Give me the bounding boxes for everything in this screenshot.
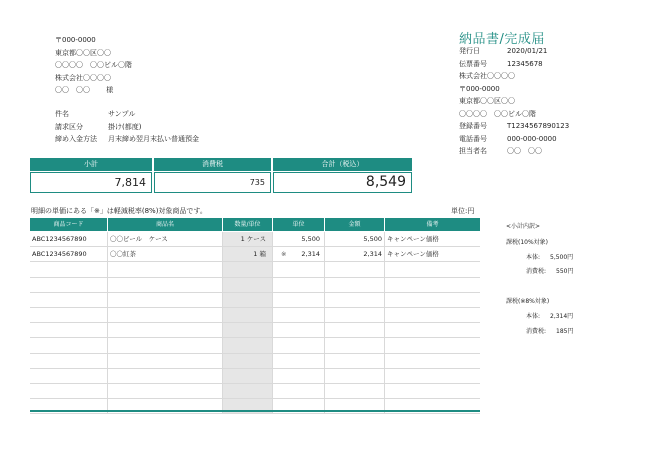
cell-product-code [30,278,108,292]
cell-quantity [223,384,273,398]
phone-number: 電話番号 000-000-0000 [459,134,557,143]
recipient-address1: 東京都〇〇区〇〇 [55,48,111,57]
cell-product-name [108,278,223,292]
cell-product-name [108,369,223,383]
cell-remarks [385,384,480,398]
cell-amount [325,308,385,322]
table-row [30,384,480,399]
recipient-postal: 〒000-0000 [55,36,96,44]
reduced-tax-value: 185円 [556,328,574,335]
cell-remarks [385,323,480,337]
unit-label: 単位:円 [451,207,475,215]
issuer-company: 株式会社〇〇〇〇 [459,72,515,80]
total-header: 合計（税込） [273,158,412,171]
issuer-address2: 〇〇〇〇 〇〇ビル〇階 [459,109,536,118]
table-row [30,247,480,262]
cell-quantity [223,293,273,307]
reduced-tax-mark [273,308,281,322]
cell-remarks [385,354,480,368]
cell-quantity [223,338,273,352]
table-row [30,278,480,293]
table-row [30,308,480,323]
cell-unit-price [273,278,325,292]
issuer-address1: 東京都〇〇区〇〇 [459,97,515,105]
cell-amount: 2,314 [325,247,385,261]
cell-remarks [385,338,480,352]
cell-product-code [30,262,108,276]
recipient-company: 株式会社〇〇〇〇 [55,73,111,82]
cell-remarks [385,308,480,322]
table-row [30,369,480,384]
standard-tax-label: 消費税: [526,268,547,275]
issue-date: 発行日 2020/01/21 [459,47,548,55]
cell-product-code [30,293,108,307]
cell-product-code [30,384,108,398]
tax-value: 735 [154,172,271,193]
cell-amount [325,369,385,383]
table-row [30,399,480,414]
cell-quantity [223,308,273,322]
recipient-person-line [55,84,132,97]
cell-unit-price [273,384,325,398]
subtotal-value: 7,814 [30,172,152,193]
cell-product-code [30,308,108,322]
standard-tax-value: 550円 [556,268,574,275]
col-product-name: 商品名 [108,218,223,231]
cell-unit-price [273,293,325,307]
reduced-body-label: 本体: [526,313,541,320]
reduced-tax-mark [273,262,281,276]
breakdown-title: <小計内訳> [506,223,541,230]
cell-amount [325,338,385,352]
reduced-tax-mark [273,384,281,398]
cell-amount [325,323,385,337]
cell-amount: 5,500 [325,232,385,246]
unit-price-value: 5,500 [301,235,320,243]
table-row [30,262,480,277]
cell-product-name [108,323,223,337]
detail-billing-type: 請求区分 掛け(都度) [55,122,142,131]
unit-price-value: 2,314 [301,250,320,259]
reduced-tax-mark: ※ [281,250,287,259]
cell-product-name [108,308,223,322]
col-product-code: 商品コード [30,218,108,231]
cell-remarks [385,369,480,383]
document-title: 納品書/完成届 [459,32,545,47]
cell-product-name [108,354,223,368]
cell-unit-price [273,369,325,383]
recipient-honorific: 様 [106,86,114,94]
reduced-rate-title: 課税(※8%対象) [506,298,550,305]
cell-quantity [223,278,273,292]
cell-product-name: 〇〇ビール ケース [108,232,223,246]
col-unit-price: 単位 [273,218,325,231]
reduced-tax-note: 明細の単価にある「※」は軽減税率(8%)対象商品です。 [31,207,207,215]
cell-product-name: 〇〇紅茶 [108,247,223,261]
standard-rate-title: 課税(10%対象) [506,239,549,246]
detail-payment-method: 締め入金方法 月末締め翌月末払い普通預金 [55,135,199,143]
cell-amount [325,262,385,276]
reduced-tax-mark [273,354,281,368]
table-bottom-rule [30,410,480,412]
cell-unit-price [273,308,325,322]
reduced-tax-mark [273,232,281,246]
cell-unit-price [273,232,325,246]
cell-remarks: キャンペーン価格 [387,235,439,243]
recipient-address2: 〇〇〇〇 〇〇ビル〇階 [55,61,132,69]
reduced-body-value: 2,314円 [550,313,574,320]
recipient-block [55,34,132,97]
details-block [55,108,199,146]
cell-remarks [385,293,480,307]
cell-product-code: ABC1234567890 [30,247,108,261]
cell-quantity [223,262,273,276]
cell-quantity: 1 箱 [223,247,273,261]
cell-unit-price [273,338,325,352]
cell-product-code: ABC1234567890 [30,232,108,246]
cell-quantity: 1 ケース [223,232,273,246]
table-row [30,354,480,369]
reduced-tax-mark [273,278,281,292]
cell-quantity [223,369,273,383]
staff-name: 担当者名 〇〇 〇〇 [459,147,542,155]
cell-quantity [223,323,273,337]
cell-amount [325,278,385,292]
issuer-postal: 〒000-0000 [459,84,500,93]
cell-remarks [385,262,480,276]
detail-subject: 件名 サンプル [55,110,136,118]
col-remarks: 備考 [426,221,439,228]
reduced-tax-mark [273,369,281,383]
cell-product-name [108,293,223,307]
cell-amount [325,384,385,398]
standard-body-value: 5,500円 [550,254,574,261]
table-row [30,293,480,308]
col-quantity: 数量/単位 [223,218,273,231]
cell-product-name [108,338,223,352]
cell-remarks: キャンペーン価格 [387,250,439,259]
table-row [30,232,480,247]
table-row [30,338,480,353]
standard-body-label: 本体: [526,254,541,261]
total-value: 8,549 [273,172,412,193]
table-row [30,323,480,338]
col-amount: 金額 [325,218,385,231]
cell-product-code [30,338,108,352]
cell-product-name [108,384,223,398]
issuer-block [459,45,569,158]
reduced-tax-label: 消費税: [526,328,547,335]
cell-amount [325,293,385,307]
cell-product-code [30,323,108,337]
items-table-header [30,218,480,231]
slip-number: 伝票番号 12345678 [459,59,543,68]
reduced-tax-mark [273,293,281,307]
cell-unit-price [273,247,325,261]
recipient-person: 〇〇 〇〇 [55,86,90,94]
cell-remarks [385,278,480,292]
cell-product-code [30,354,108,368]
cell-product-code [30,369,108,383]
reduced-tax-mark [273,323,281,337]
tax-header: 消費税 [154,158,271,171]
cell-product-name [108,262,223,276]
cell-amount [325,354,385,368]
cell-unit-price [273,354,325,368]
cell-quantity [223,354,273,368]
subtotal-header: 小計 [30,158,152,171]
cell-unit-price [273,262,325,276]
reduced-tax-mark [273,338,281,352]
registration-number: 登録番号 T1234567890123 [459,122,570,130]
cell-unit-price [273,323,325,337]
